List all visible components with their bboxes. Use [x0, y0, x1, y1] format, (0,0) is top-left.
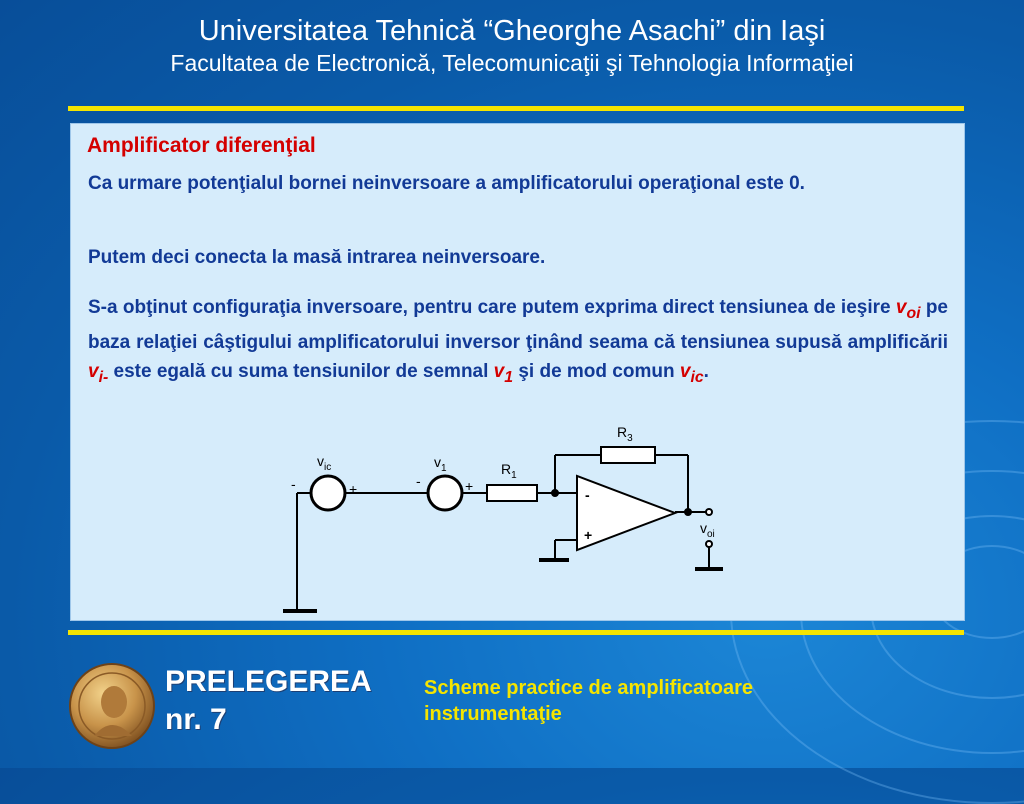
label-voi-letter: v — [700, 520, 707, 536]
var-voi-letter: v — [895, 297, 907, 318]
paragraph-3-text: . — [703, 360, 709, 382]
lecture-number — [165, 663, 372, 739]
label-r3-sub: 3 — [627, 433, 633, 444]
var-v1-sub: 1 — [504, 368, 514, 386]
label-r3-letter: R — [617, 424, 628, 440]
university-medal-logo — [68, 662, 156, 750]
paragraph-3-text: şi de mod comun — [513, 360, 680, 382]
lecture-label: PRELEGEREA — [165, 665, 372, 698]
var-voi-sub: oi — [906, 304, 921, 322]
slide-header — [0, 14, 1024, 78]
lecture-nr: nr. 7 — [165, 703, 227, 736]
resistor-r1 — [487, 485, 537, 501]
label-vic-sub: ic — [324, 462, 332, 473]
slide-title: Amplificator diferenţial — [87, 134, 316, 157]
output-terminal — [706, 509, 712, 515]
label-r1 — [501, 461, 517, 481]
resistor-r3 — [601, 447, 655, 463]
opamp-plus: + — [584, 527, 593, 543]
lecture-subject — [424, 675, 753, 727]
v1-plus: + — [465, 478, 474, 494]
vic-plus: + — [349, 481, 358, 497]
output-ground-terminal — [706, 541, 712, 547]
paragraph-2: Putem deci conecta la masă intrarea neinversoare. — [88, 247, 546, 268]
vic-minus: - — [291, 476, 296, 492]
label-v1-sub: 1 — [441, 463, 447, 474]
var-vi-letter: v — [88, 360, 99, 382]
top-divider — [68, 106, 964, 111]
bottom-divider — [68, 630, 964, 635]
circuit-diagram — [71, 124, 964, 620]
paragraph-3-text: S-a obţinut configuraţia inversoare, pentru care putem exprima direct tensiunea de ieşire — [88, 297, 896, 318]
var-v1-letter: v — [493, 360, 505, 382]
var-vic-letter: v — [679, 360, 691, 382]
label-voi-sub: oi — [707, 529, 715, 540]
label-r3 — [617, 424, 633, 444]
label-voi — [700, 520, 715, 540]
university-name: Universitatea Tehnică “Gheorghe Asachi” din Iaşi — [198, 15, 826, 47]
label-v1 — [434, 454, 447, 474]
var-vic-sub: ic — [690, 368, 704, 386]
faculty-name: Facultatea de Electronică, Telecomunicaţii şi Tehnologia Informaţiei — [170, 50, 854, 76]
subject-line-1: Scheme practice de amplificatoare — [424, 677, 754, 699]
label-vic-letter: v — [317, 453, 324, 469]
voltage-source-vic — [311, 476, 345, 510]
paragraph-1: Ca urmare potenţialul bornei neinversoare a amplificatorului operaţional este 0. — [88, 173, 805, 194]
label-v1-letter: v — [434, 454, 441, 470]
label-vic — [317, 453, 331, 473]
voltage-source-v1 — [428, 476, 462, 510]
paragraph-3-text: pe baza relaţiei câştigului amplificatorului inversor ţinând seama că tensiunea supusă amplificării — [88, 297, 948, 353]
content-panel — [70, 123, 965, 621]
subject-line-2: instrumentaţie — [424, 703, 562, 725]
label-r1-letter: R — [501, 461, 512, 477]
opamp-minus: - — [585, 487, 590, 503]
var-vi-sub: i- — [98, 368, 109, 386]
paragraph-3-text: este egală cu suma tensiunilor de semnal — [108, 360, 494, 382]
v1-minus: - — [416, 473, 421, 489]
label-r1-sub: 1 — [511, 470, 517, 481]
